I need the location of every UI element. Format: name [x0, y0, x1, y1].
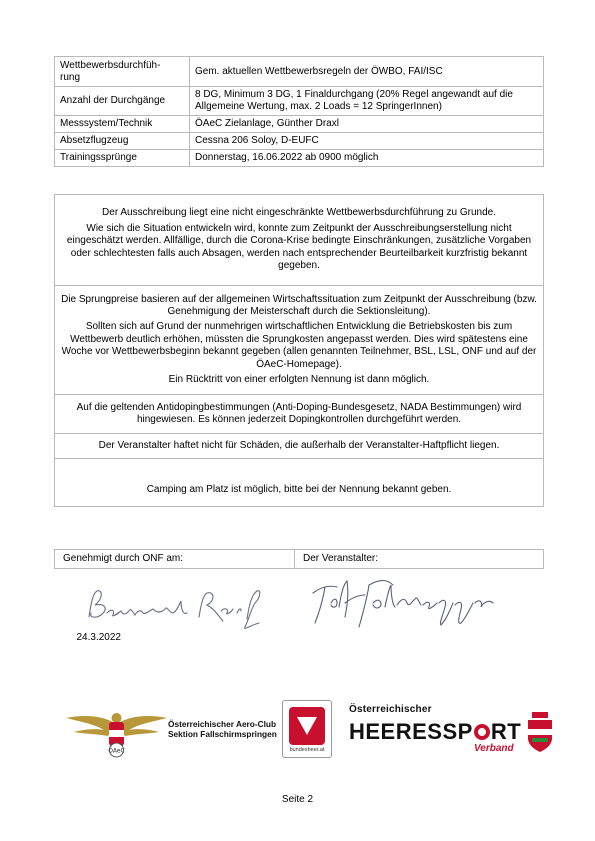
notice-text: Auf die geltenden Antidopingbestimmungen (Anti-Doping-Bundesgesetz, NADA Bestimmungen) wird hingewiesen. Es können jederzeit Dopingkontrollen durchgeführt werden.	[76, 401, 522, 425]
organizer-signature-cell	[295, 569, 544, 654]
notice-row	[55, 434, 544, 459]
signature-label-row	[55, 550, 544, 569]
aeroclub-section: Sektion Fallschirmspringen	[168, 729, 277, 739]
signature-table	[54, 549, 544, 654]
notice-text: Der Veranstalter haftet nicht für Schäden, die außerhalb der Veranstalter-Haftpflicht liegen.	[98, 439, 500, 451]
notice-liability	[55, 434, 544, 459]
row-value: Gem. aktuellen Wettbewerbsregeln der ÖWBO, FAI/ISC	[190, 57, 544, 87]
heeressport-o-icon	[474, 724, 490, 740]
competition-info-table	[54, 56, 544, 167]
row-value: Donnerstag, 16.06.2022 ab 0900 möglich	[190, 150, 544, 167]
approval-label: Genehmigt durch ONF am:	[55, 550, 295, 569]
notice-camping	[55, 459, 544, 507]
svg-text:ÖAeC: ÖAeC	[108, 747, 125, 755]
aeroclub-emblem-icon	[64, 702, 169, 760]
notice-text: Sollten sich auf Grund der nunmehrigen wirtschaftlichen Entwicklung die Betriebskosten bis zum Wettbewerb deutlich erhöhen, müssten die Sprungkosten angepasst werden. Dies wird spätestens eine Woche vor Wettbewerbsbeginn bekannt gegeben (allen genannten Teilnehmer, BSL, LSL, ONF und auf der ÖAeC-Homepage).	[61, 321, 537, 370]
notice-doping	[55, 395, 544, 434]
page-number: Seite 2	[281, 794, 314, 805]
row-value: ÖAeC Zielanlage, Günther Draxl	[190, 116, 544, 133]
aeroclub-name: Österreichischer Aero-Club	[168, 719, 277, 729]
notice-prices	[55, 286, 544, 395]
table-row	[55, 87, 544, 116]
heeressport-verband: Verband	[474, 743, 514, 754]
table-row	[55, 133, 544, 150]
notices-table	[54, 194, 544, 507]
bundesheer-url: bundesheer.at	[289, 747, 325, 753]
signature-left-image	[81, 583, 281, 633]
approval-date: 24.3.2022	[76, 632, 121, 643]
notice-text: Ein Rücktritt von einer erfolgten Nennung ist dann möglich.	[168, 374, 430, 386]
notice-row	[55, 195, 544, 286]
row-key: Wettbewerbsdurchfüh- rung	[55, 57, 190, 87]
table-row	[55, 116, 544, 133]
heeressport-wordmark	[349, 721, 521, 743]
aeroclub-logo	[64, 702, 277, 760]
table-row	[55, 57, 544, 87]
notice-text: Der Ausschreibung liegt eine nicht eingeschränkte Wettbewerbsdurchführung zu Grunde.	[102, 207, 496, 219]
table-row	[55, 150, 544, 167]
row-key: Absetzflugzeug	[55, 133, 190, 150]
notice-covid	[55, 195, 544, 286]
row-value: 8 DG, Minimum 3 DG, 1 Finaldurchgang (20% Regel angewandt auf die Allgemeine Wertung, max. 2 Loads = 12 SpringerInnen)	[190, 87, 544, 116]
signature-row	[55, 569, 544, 654]
heeressport-logo	[349, 704, 554, 762]
heeressport-word-part: HEERESSP	[349, 719, 473, 744]
organizer-label: Der Veranstalter:	[295, 550, 544, 569]
notice-row	[55, 286, 544, 395]
heeressport-title: Österreichischer	[349, 704, 432, 715]
row-key: Anzahl der Durchgänge	[55, 87, 190, 116]
notice-text: Die Sprungpreise basieren auf der allgemeinen Wirtschaftssituation zum Zeitpunkt der Ausschreibung (bzw. Genehmigung der Meisterschaft durch die Sektionsleitung).	[61, 293, 537, 317]
approval-signature-cell	[55, 569, 295, 654]
notice-row	[55, 459, 544, 507]
signature-right-image	[307, 573, 507, 633]
row-key: Trainingssprünge	[55, 150, 190, 167]
bundesheer-logo	[282, 700, 332, 758]
heeressport-word-part: RT	[490, 719, 522, 744]
notice-text: Wie sich die Situation entwickeln wird, konnte zum Zeitpunkt der Ausschreibungserstellung nicht eingeschätzt werden. Allfällige, durch die Corona-Krise bedingte Einschränkungen, zusätzliche Vorgaben oder schlechtesten falls auch Absagen, werden nach entsprechender Beurteilbarkeit kurzfristig bekannt gegeben.	[66, 222, 532, 272]
bundesheer-emblem-icon	[283, 703, 331, 749]
row-key: Messsystem/Technik	[55, 116, 190, 133]
notice-text: Camping am Platz ist möglich, bitte bei der Nennung bekannt geben.	[146, 483, 452, 495]
heeressport-shield-icon	[526, 712, 554, 752]
notice-row	[55, 395, 544, 434]
row-value: Cessna 206 Soloy, D-EUFC	[190, 133, 544, 150]
